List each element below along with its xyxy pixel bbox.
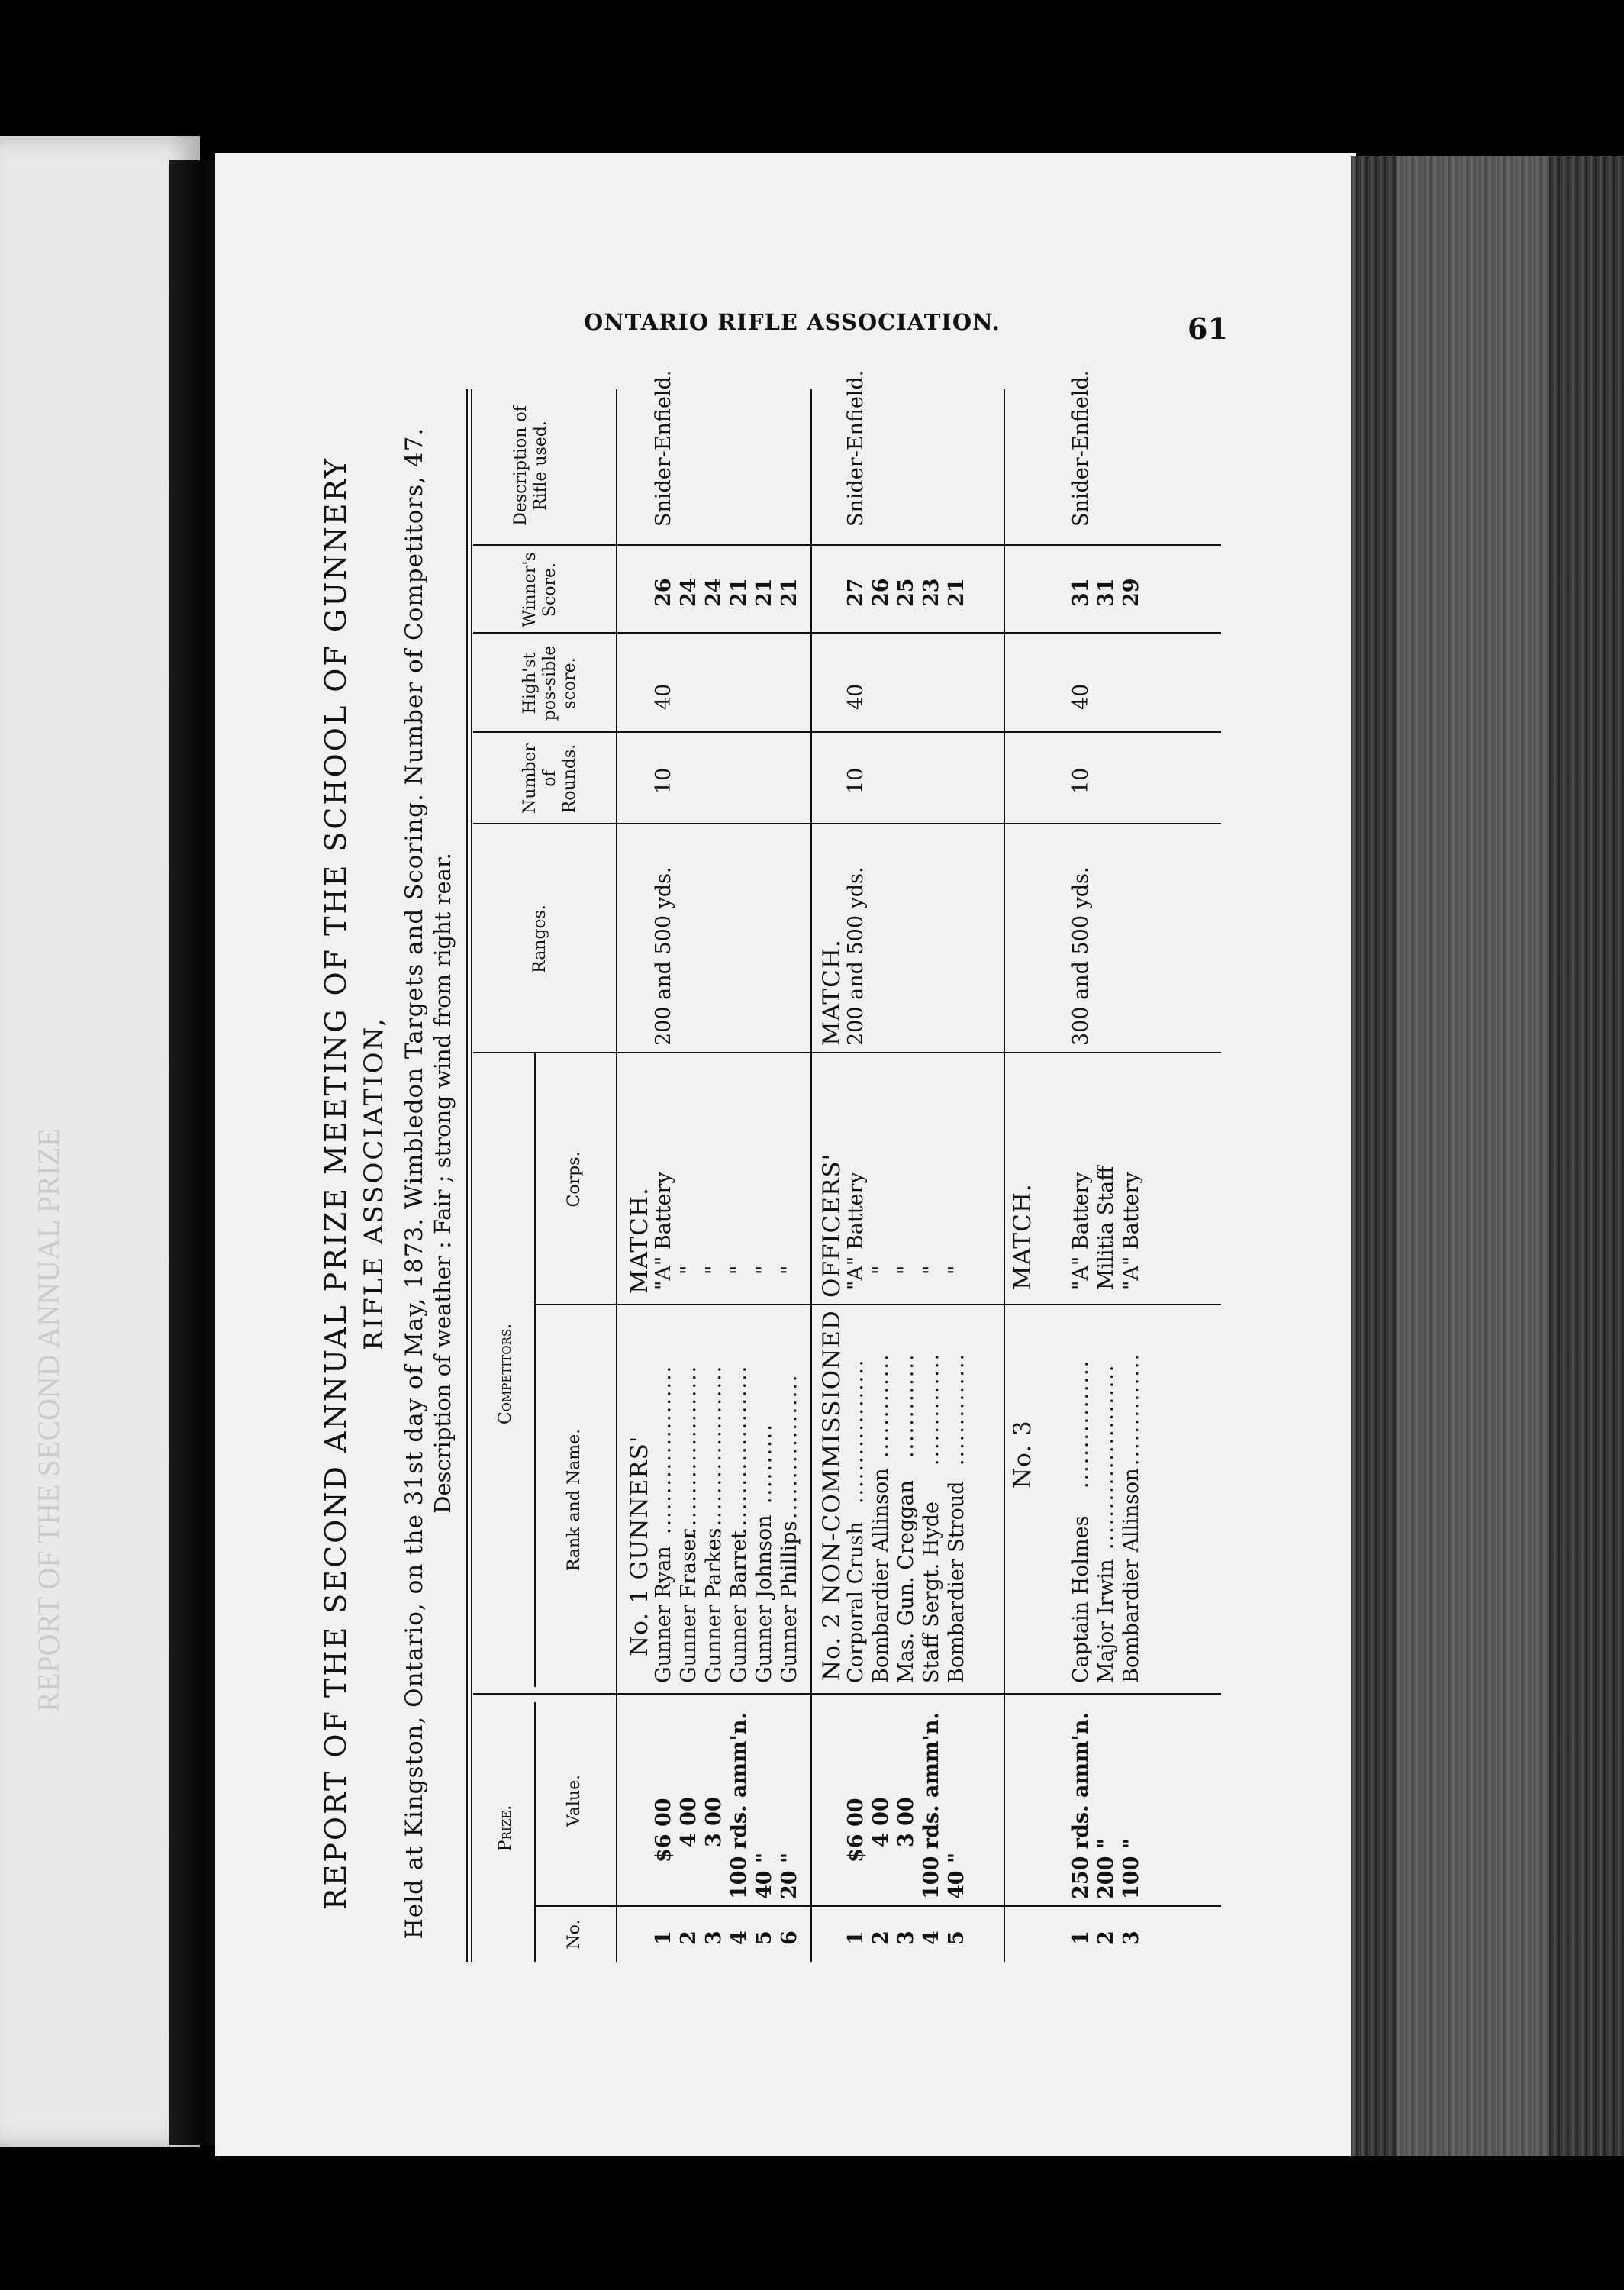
- row-name: Gunner Barret: [727, 1530, 751, 1683]
- match-2-rounds: 10: [844, 767, 868, 794]
- row-name: Bombardier Allinson: [869, 1468, 893, 1683]
- row-corps: Militia Staff: [1094, 1166, 1118, 1290]
- page-number: 61: [1187, 311, 1228, 346]
- row-no: 3: [894, 1930, 918, 1945]
- row-value: 250 rds. amm'n.: [1069, 1712, 1093, 1899]
- match-3-title-end: MATCH.: [1009, 1183, 1036, 1290]
- row-no: 4: [920, 1930, 943, 1945]
- title-line-2: RIFLE ASSOCIATION,: [359, 1016, 389, 1350]
- row-no: 3: [702, 1930, 726, 1945]
- row-corps: ": [894, 1265, 918, 1275]
- header-bottom-rule: [616, 389, 617, 1962]
- match-2-title-mid: OFFICERS': [818, 1153, 846, 1298]
- row-no: 6: [778, 1930, 801, 1945]
- col-rule-corps: [473, 1052, 1221, 1053]
- leader-dots: ..................: [778, 1373, 801, 1519]
- table-top-rule-2: [471, 389, 472, 1962]
- row-no: 5: [945, 1930, 968, 1945]
- leader-dots: .....................: [727, 1364, 751, 1534]
- row-corps: ": [702, 1265, 726, 1275]
- match-separator: [1004, 389, 1005, 1962]
- competitors-group-rule: [534, 1053, 536, 1687]
- row-score: 25: [894, 578, 918, 607]
- row-corps: ": [727, 1265, 751, 1275]
- match-1-title-end: MATCH.: [626, 1187, 653, 1294]
- row-name: Gunner Phillips: [778, 1521, 801, 1683]
- row-score: 24: [702, 578, 726, 607]
- row-name: Captain Holmes: [1069, 1515, 1093, 1683]
- leader-dots: .......................: [1094, 1363, 1118, 1550]
- row-no: 3: [1120, 1930, 1143, 1945]
- leader-dots: .............: [869, 1353, 893, 1458]
- row-score: 26: [869, 578, 893, 607]
- leader-dots: ..................: [844, 1358, 868, 1504]
- row-no: 2: [869, 1930, 893, 1945]
- match-1-range: 200 and 500 yds.: [652, 866, 675, 1046]
- row-value: 40 ": [752, 1852, 776, 1899]
- row-no: 1: [1069, 1930, 1093, 1945]
- col-rule-no: [534, 1905, 1221, 1907]
- held-at-line: Held at Kingston, Ontario, on the 31st day of May, 1873. Wimbledon Targets and Scoring. Number of Competitors, 47.: [401, 427, 428, 1940]
- header-value: Value.: [565, 1774, 584, 1827]
- row-corps: ": [752, 1265, 776, 1275]
- rotated-report: [294, 369, 1240, 1977]
- match-3-rifle: Snider-Enfield.: [1069, 369, 1093, 527]
- row-value: 100 rds. amm'n.: [727, 1712, 751, 1899]
- row-score: 21: [752, 578, 776, 607]
- row-score: 21: [727, 578, 751, 607]
- row-name: Major Irwin: [1094, 1559, 1118, 1683]
- row-score: 23: [920, 578, 943, 607]
- row-no: 2: [677, 1930, 701, 1945]
- row-no: 2: [1094, 1930, 1118, 1945]
- header-rifle: Description of Rifle used.: [511, 405, 550, 526]
- row-name: Corporal Crush: [844, 1521, 868, 1683]
- match-2-title: No. 2 NON-COMMISSIONED: [818, 1310, 846, 1681]
- row-value: 20 ": [778, 1852, 801, 1899]
- leader-dots: ................: [1069, 1359, 1093, 1488]
- row-value: $6 00: [652, 1798, 675, 1863]
- row-corps: "A" Battery: [1120, 1172, 1143, 1290]
- leader-dots: ..........: [752, 1423, 776, 1504]
- leader-dots: ..............: [945, 1352, 968, 1466]
- row-name: Gunner Ryan: [652, 1546, 675, 1683]
- bleed-through-line: REPORT OF THE SECOND ANNUAL PRIZE: [31, 1128, 66, 1712]
- col-rule-score: [473, 632, 1221, 634]
- row-value: 3 00: [894, 1797, 918, 1847]
- match-3-rounds: 10: [1069, 767, 1093, 794]
- col-rule-name: [534, 1304, 1221, 1305]
- row-name: Bombardier Allinson: [1120, 1468, 1143, 1683]
- row-no: 4: [727, 1930, 751, 1945]
- row-value: 3 00: [702, 1797, 726, 1847]
- leader-dots: .....................: [652, 1364, 675, 1534]
- match-3-title: No. 3: [1009, 1420, 1036, 1488]
- row-no: 1: [844, 1930, 868, 1945]
- row-score: 27: [844, 578, 868, 607]
- header-no: No.: [565, 1919, 584, 1950]
- header-corps: Corps.: [565, 1151, 584, 1208]
- match-1-rounds: 10: [652, 767, 675, 794]
- header-rank-name: Rank and Name.: [565, 1428, 584, 1572]
- match-separator: [810, 389, 812, 1962]
- leader-dots: .....................: [702, 1364, 726, 1534]
- col-rule-value: [473, 1693, 1221, 1695]
- row-name: Gunner Fraser: [677, 1529, 701, 1683]
- match-2-rifle: Snider-Enfield.: [844, 369, 868, 527]
- row-name: Gunner Parkes: [702, 1527, 726, 1683]
- row-name: Bombardier Stroud: [945, 1481, 968, 1683]
- leader-dots: .....................: [677, 1364, 701, 1534]
- title-line-1: REPORT OF THE SECOND ANNUAL PRIZE MEETING OF THE SCHOOL OF GUNNERY: [319, 456, 353, 1911]
- bleed-through-text: [31, 1128, 76, 1968]
- match-1-highest: 40: [652, 683, 675, 710]
- header-winners-score: Winner's Score.: [520, 552, 559, 627]
- row-corps: "A" Battery: [652, 1172, 675, 1290]
- row-value: 40 ": [945, 1852, 968, 1899]
- row-score: 21: [778, 578, 801, 607]
- leader-dots: ..............: [1120, 1352, 1143, 1466]
- match-3-highest: 40: [1069, 683, 1093, 710]
- page-edges-highlight: [1397, 156, 1549, 2156]
- header-ranges: Ranges.: [530, 905, 549, 973]
- table-top-rule: [466, 389, 468, 1962]
- row-corps: ": [869, 1265, 893, 1275]
- row-value: 4 00: [677, 1797, 701, 1847]
- row-score: 31: [1069, 578, 1093, 607]
- match-1-title: No. 1 GUNNERS': [626, 1435, 653, 1656]
- row-name: Staff Sergt. Hyde: [920, 1501, 943, 1683]
- row-value: 200 ": [1094, 1838, 1118, 1899]
- row-score: 21: [945, 578, 968, 607]
- header-rounds: Number of Rounds.: [520, 743, 579, 814]
- row-name: Mas. Gun. Creggan: [894, 1480, 918, 1683]
- row-value: 100 ": [1120, 1838, 1143, 1899]
- row-score: 26: [652, 578, 675, 607]
- header-prize: Prize.: [496, 1805, 515, 1852]
- row-score: 29: [1120, 578, 1143, 607]
- match-1-rifle: Snider-Enfield.: [652, 369, 675, 527]
- row-corps: ": [945, 1265, 968, 1275]
- match-2-range: 200 and 500 yds.: [844, 866, 868, 1046]
- row-score: 24: [677, 578, 701, 607]
- row-corps: ": [677, 1265, 701, 1275]
- row-value: 100 rds. amm'n.: [920, 1712, 943, 1899]
- col-rule-rounds: [473, 731, 1221, 733]
- header-highest: High'st pos-sible score.: [520, 645, 579, 721]
- header-competitors: Competitors.: [496, 1323, 515, 1425]
- weather-line: Description of weather : Fair ; strong wind from right rear.: [430, 853, 456, 1514]
- row-score: 31: [1094, 578, 1118, 607]
- row-corps: ": [920, 1265, 943, 1275]
- leader-dots: .............: [894, 1353, 918, 1458]
- running-head: ONTARIO RIFLE ASSOCIATION.: [584, 309, 1000, 335]
- col-rule-highest: [473, 544, 1221, 546]
- row-corps: "A" Battery: [844, 1172, 868, 1290]
- row-name: Gunner Johnson: [752, 1514, 776, 1683]
- prize-group-rule: [534, 1702, 536, 1962]
- prize-table: [466, 369, 1229, 1962]
- row-corps: ": [778, 1265, 801, 1275]
- match-2-highest: 40: [844, 683, 868, 710]
- col-rule-ranges: [473, 823, 1221, 824]
- report-title: [317, 389, 393, 1977]
- row-no: 5: [752, 1930, 776, 1945]
- row-no: 1: [652, 1930, 675, 1945]
- match-2-title-end: MATCH.: [818, 939, 846, 1046]
- row-value: 4 00: [869, 1797, 893, 1847]
- row-value: $6 00: [844, 1798, 868, 1863]
- row-corps: "A" Battery: [1069, 1172, 1093, 1290]
- leader-dots: ..............: [920, 1352, 943, 1466]
- match-3-range: 300 and 500 yds.: [1069, 866, 1093, 1046]
